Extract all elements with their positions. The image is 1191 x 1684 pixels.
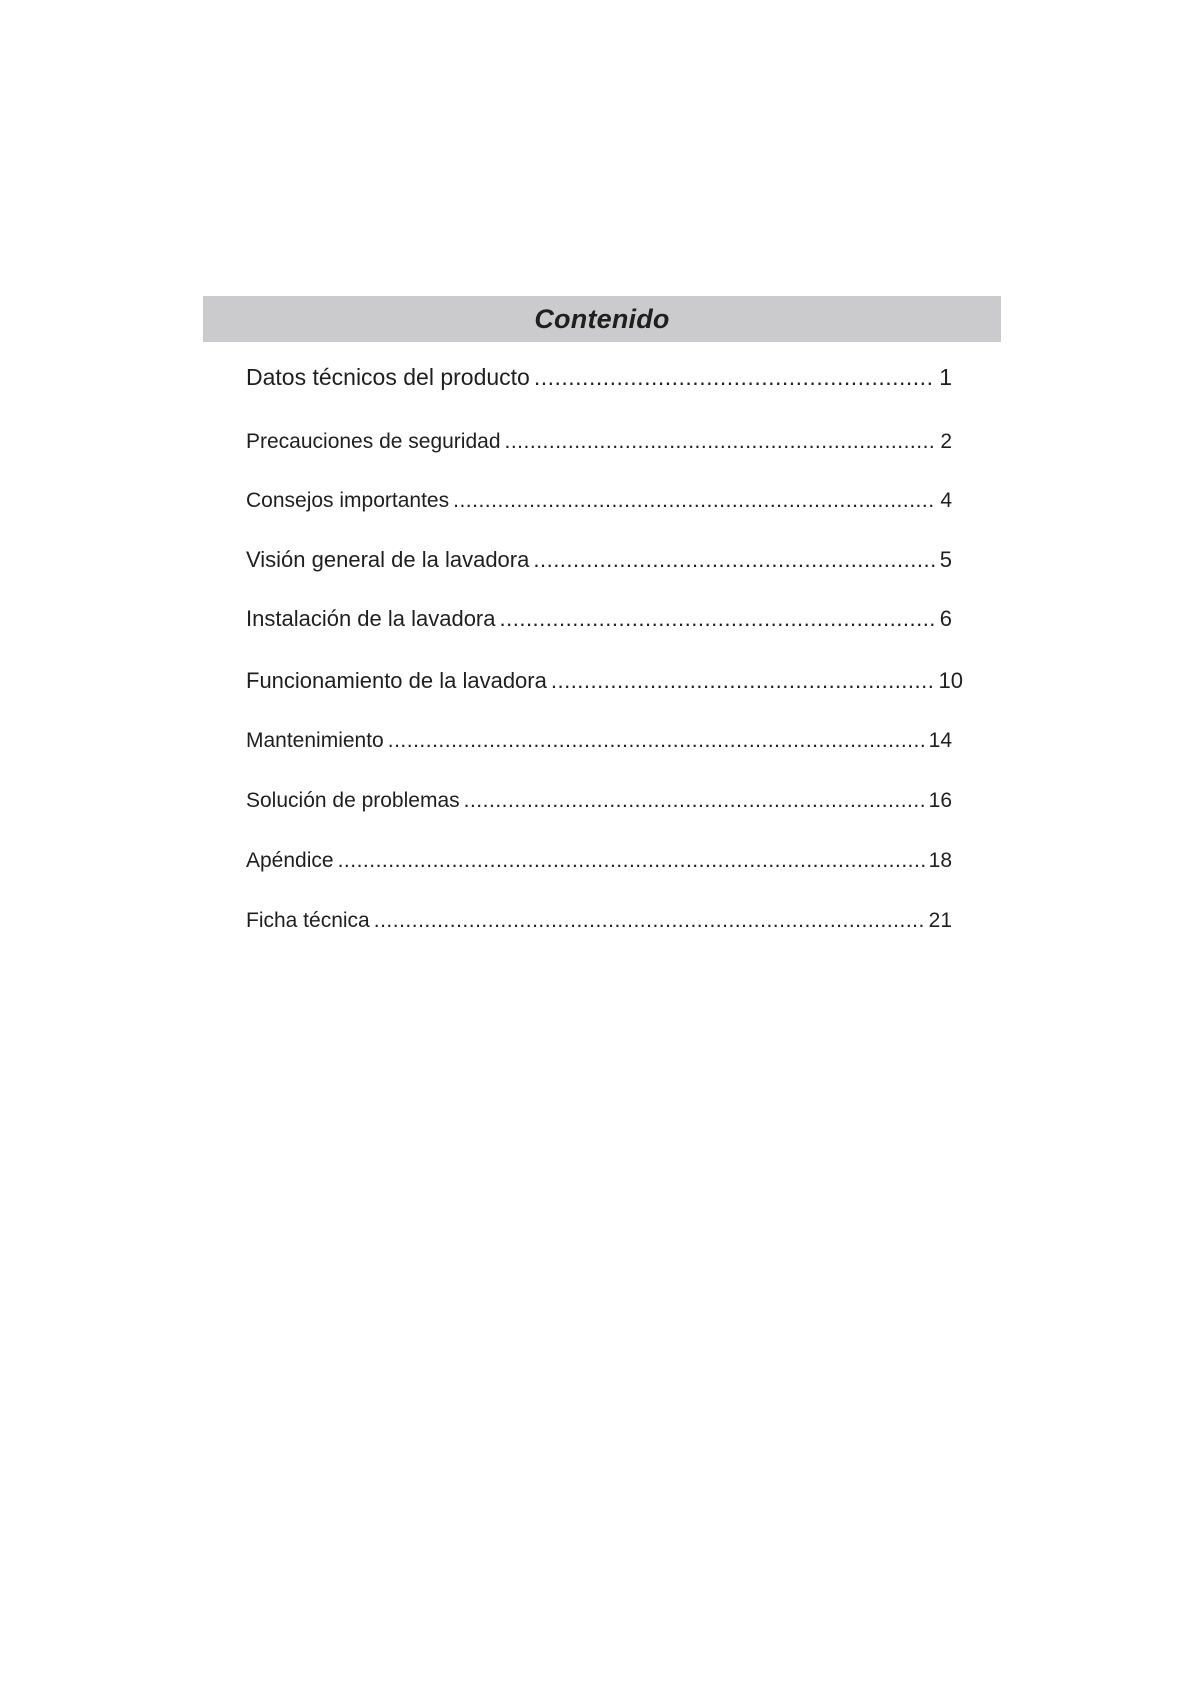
toc-entry-page: 10 <box>938 668 963 693</box>
toc-entry-page: 14 <box>928 729 952 752</box>
toc-entry <box>246 729 952 753</box>
toc-entry-page: 4 <box>940 489 952 512</box>
toc-leader-dots <box>551 668 935 694</box>
toc-leader-dots <box>534 364 935 391</box>
toc-entry <box>246 547 952 573</box>
toc-entry <box>246 909 952 933</box>
toc-entry-label: Mantenimiento <box>246 729 384 752</box>
toc-entry-label: Consejos importantes <box>246 489 450 512</box>
toc-leader-dots <box>388 729 925 753</box>
toc-entry <box>246 364 952 391</box>
toc-leader-dots <box>500 606 936 632</box>
toc-entry <box>246 489 952 513</box>
toc-entry-page: 5 <box>939 547 952 572</box>
toc-leader-dots <box>464 789 925 813</box>
toc-entry-page: 21 <box>928 909 952 932</box>
toc-entry <box>246 849 952 873</box>
toc-leader-dots <box>533 547 935 573</box>
toc-entry-label: Visión general de la lavadora <box>246 547 530 572</box>
toc-entry-page: 1 <box>939 364 952 390</box>
toc-entry-label: Precauciones de seguridad <box>246 430 501 453</box>
toc-title: Contenido <box>534 303 670 334</box>
toc-entry <box>246 430 952 454</box>
toc-entry-label: Datos técnicos del producto <box>246 364 530 390</box>
toc-leader-dots <box>338 849 925 873</box>
toc-entry-page: 6 <box>939 606 952 631</box>
toc-leader-dots <box>453 489 936 513</box>
toc-leader-dots <box>505 430 937 454</box>
toc-entry <box>246 606 952 632</box>
toc-entry-label: Funcionamiento de la lavadora <box>246 668 547 693</box>
toc-entry <box>246 668 963 694</box>
toc-entry-label: Instalación de la lavadora <box>246 606 496 631</box>
toc-entry-label: Solución de problemas <box>246 789 460 812</box>
toc-entry-page: 18 <box>928 849 952 872</box>
toc-entry-label: Ficha técnica <box>246 909 370 932</box>
toc-entry-page: 2 <box>940 430 952 453</box>
toc-entry-page: 16 <box>928 789 952 812</box>
toc-leader-dots <box>374 909 925 933</box>
toc-entry-label: Apéndice <box>246 849 334 872</box>
toc-entry <box>246 789 952 813</box>
